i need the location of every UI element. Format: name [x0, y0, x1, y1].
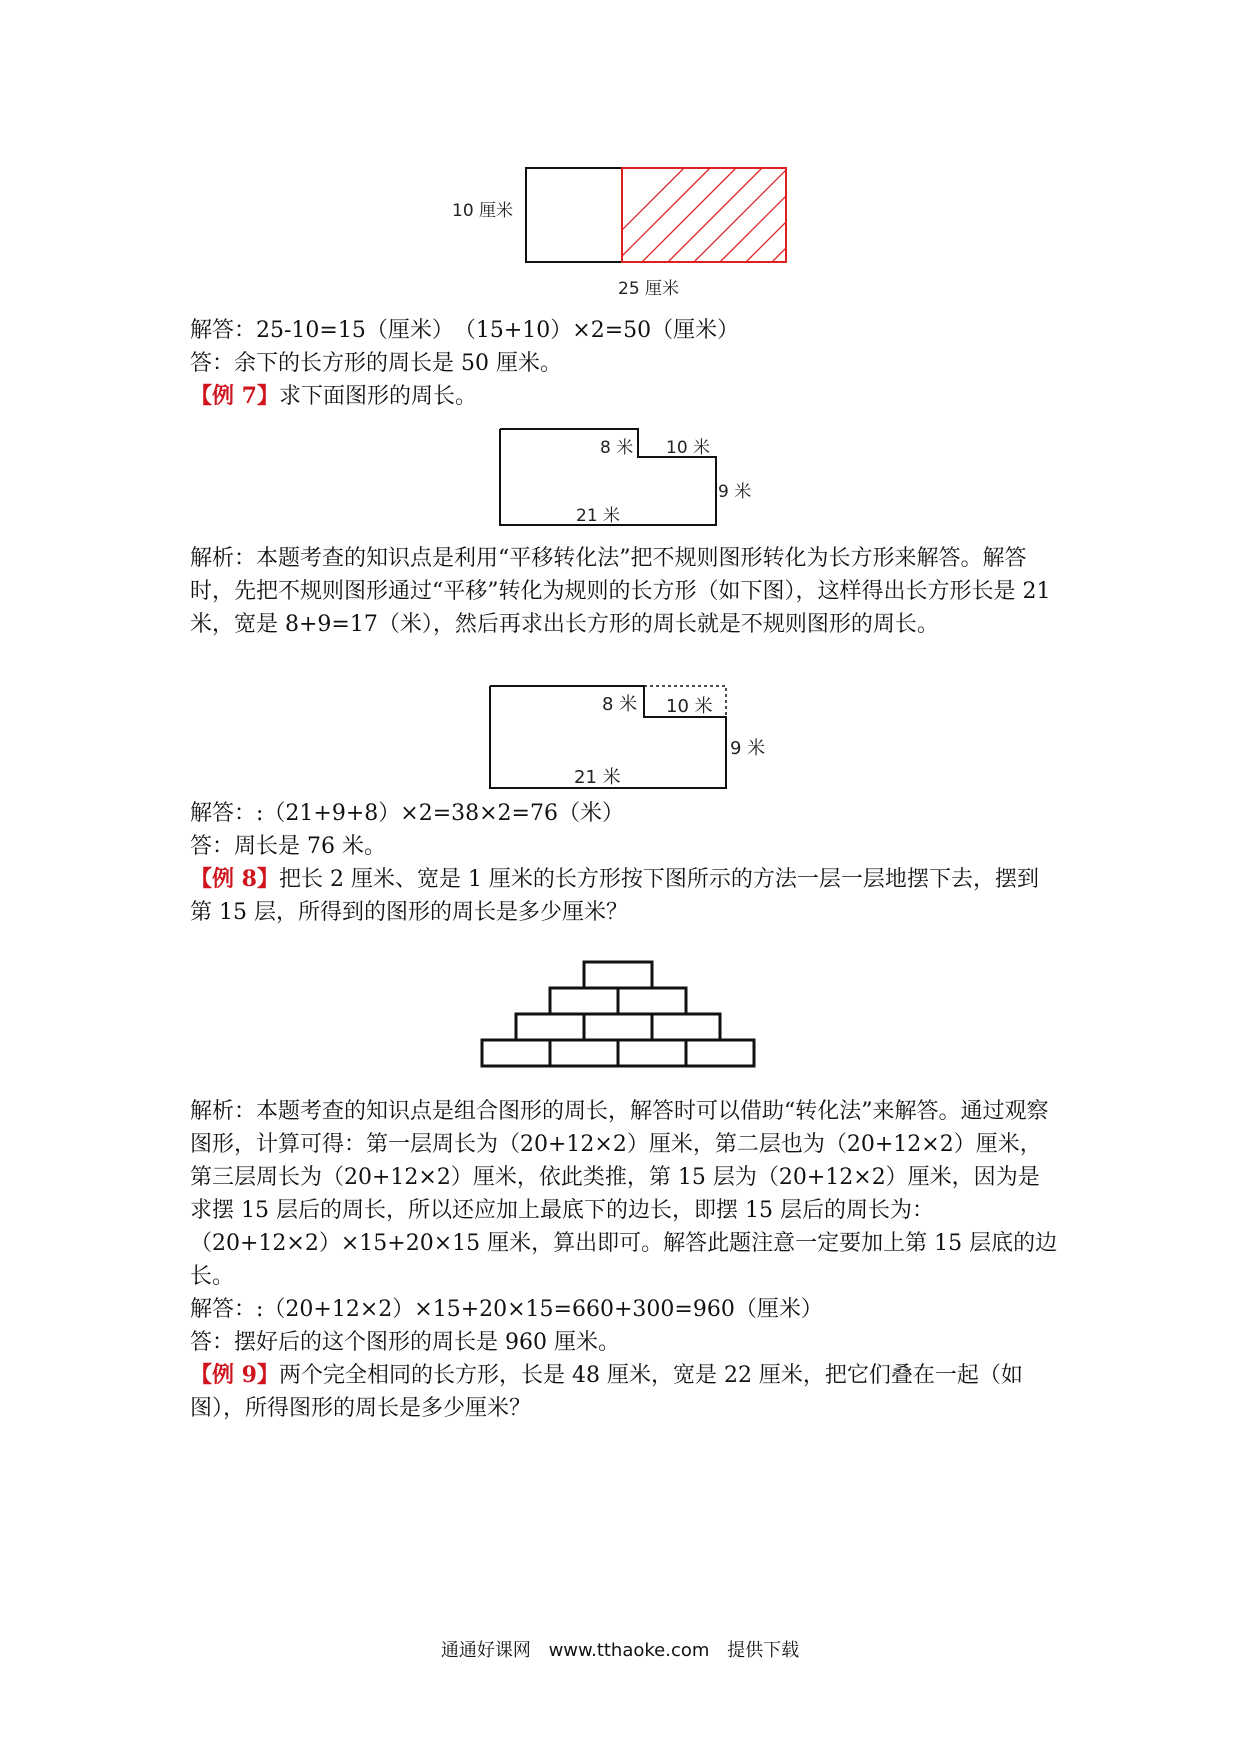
example-9-heading: [190, 1359, 1060, 1425]
brick: [482, 1040, 550, 1066]
hatched-rectangle: [622, 168, 786, 262]
answer-7: 解答：:（21+9+8）×2=38×2=76（米）: [190, 801, 624, 826]
figure-brick-pyramid: [470, 958, 770, 1078]
example-8-heading: [190, 863, 1060, 929]
figure-rectangle-cut: [440, 160, 800, 310]
brick: [584, 962, 652, 988]
figure-l-shape-translated: [484, 682, 784, 794]
analysis-8: 解析：本题考查的知识点是组合图形的周长，解答时可以借助“转化法”来解答。通过观察图形，计算可得：第一层周长为（20+12×2）厘米，第二层也为（20+12×2）厘米，第三层周长为（20+12×2）厘米，依此类推，第 15 层为（20+12×2）厘米，因为是求摆 15 层后的周长，所以还应加上最底下的边长，即摆 15 层后的周长为：（20+12×2）×15+20×15 厘米，算出即可。解答此题注意一定要加上第 15 层底的边长。: [190, 1099, 1058, 1289]
brick: [652, 1014, 720, 1040]
brick: [686, 1040, 754, 1066]
brick: [618, 1040, 686, 1066]
result-8: 答：摆好后的这个图形的周长是 960 厘米。: [190, 1330, 620, 1355]
brick: [550, 988, 618, 1014]
page-footer: [0, 1636, 1240, 1662]
side-label: 10 厘米: [452, 201, 514, 221]
label-8m: 8 米: [600, 438, 634, 458]
footer-url[interactable]: www.tthaoke.com: [548, 1640, 710, 1661]
result-7: 答：周长是 76 米。: [190, 834, 386, 859]
example-7-question: 求下面图形的周长。: [278, 384, 477, 409]
example-8-question: 把长 2 厘米、宽是 1 厘米的长方形按下图所示的方法一层一层地摆下去，摆到第 15 层，所得到的图形的周长是多少厘米？: [190, 867, 1039, 925]
example-7-tag: 【例 7】: [190, 383, 279, 409]
example-8-tag: 【例 8】: [190, 866, 279, 892]
label-8m: 8 米: [602, 694, 638, 715]
analysis-7: 解析：本题考查的知识点是利用“平移转化法”把不规则图形转化为长方形来解答。解答时，先把不规则图形通过“平移”转化为规则的长方形（如下图），这样得出长方形长是 21 米，宽是 8+9=17（米），然后再求出长方形的周长就是不规则图形的周长。: [190, 546, 1051, 637]
label-9m: 9 米: [718, 482, 752, 502]
answer-line: 解答：25-10=15（厘米） （15+10）×2=50（厘米）: [190, 318, 740, 343]
figure-l-shape: [490, 425, 770, 535]
label-10m: 10 米: [666, 696, 713, 717]
brick: [618, 988, 686, 1014]
bottom-label: 25 厘米: [618, 279, 680, 299]
example-7-heading: [190, 380, 477, 413]
label-10m: 10 米: [666, 438, 711, 458]
label-21m: 21 米: [576, 506, 621, 526]
footer-site-name: 通通好课网: [440, 1640, 531, 1661]
example-9-tag: 【例 9】: [190, 1362, 279, 1388]
brick: [584, 1014, 652, 1040]
label-21m: 21 米: [574, 767, 621, 788]
example-9-question: 两个完全相同的长方形，长是 48 厘米，宽是 22 厘米，把它们叠在一起（如图），所得图形的周长是多少厘米？: [190, 1363, 1023, 1421]
result-line: 答：余下的长方形的周长是 50 厘米。: [190, 351, 562, 376]
footer-note: 提供下载: [727, 1640, 800, 1661]
answer-8: 解答：:（20+12×2）×15+20×15=660+300=960（厘米）: [190, 1297, 823, 1322]
brick: [550, 1040, 618, 1066]
label-9m: 9 米: [730, 738, 766, 759]
brick: [516, 1014, 584, 1040]
